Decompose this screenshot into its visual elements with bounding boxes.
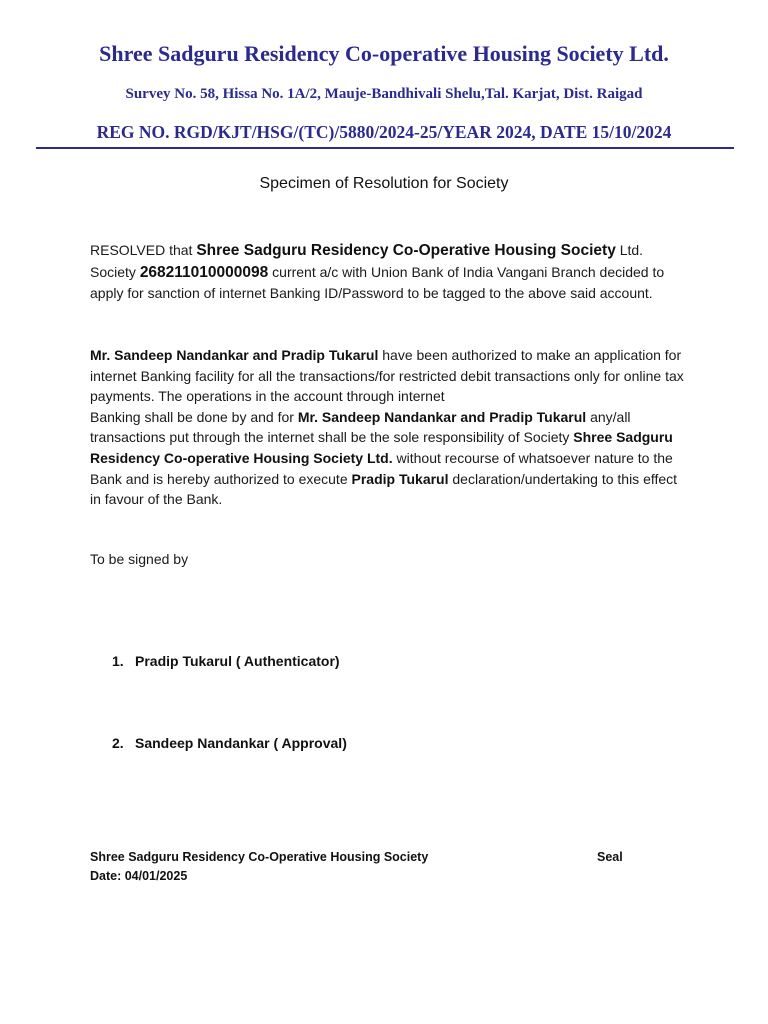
document-title: Specimen of Resolution for Society <box>259 175 509 192</box>
to-be-signed-by: To be signed by <box>90 551 189 567</box>
letterhead-divider <box>36 147 734 149</box>
resolution-p2-text-4: without recourse of whatsoever nature to the Bank and is hereby authorized to execute <box>90 449 673 487</box>
society-name-heading: Shree Sadguru Residency Co-operative Housing Society Ltd. <box>99 41 669 66</box>
signatory-2-name: Sandeep Nandankar ( Approval) <box>135 735 347 751</box>
signatory-2-number: 2. <box>112 735 124 751</box>
resolution-paragraph-1 <box>90 240 690 304</box>
seal-label: Seal <box>597 850 623 864</box>
signatory-1-name: Pradip Tukarul ( Authenticator) <box>135 653 340 669</box>
signatory-1 <box>112 653 340 669</box>
signatory-1-number: 1. <box>112 653 124 669</box>
resolution-p1-text-3: current a/c with Union Bank of India Vangani Branch decided to apply for sanction of internet Banking ID/Password to be tagged to the above said account. <box>90 263 665 302</box>
resolution-p1-text-2: Ltd. Society <box>90 242 644 280</box>
registration-number: REG NO. RGD/KJT/HSG/(TC)/5880/2024-25/YEAR 2024, DATE 15/10/2024 <box>96 122 672 142</box>
resolution-p2-society: Shree Sadguru Residency Co-operative Housing Society Ltd. <box>90 429 673 466</box>
footer-society-name: Shree Sadguru Residency Co-Operative Housing Society <box>90 850 429 864</box>
signatory-2 <box>112 735 347 751</box>
resolution-p2-text-1: have been authorized to make an application for internet Banking facility for all the transactions/for restricted debit transactions only for online tax payments. The operations in the account through internet <box>90 347 684 405</box>
society-address: Survey No. 58, Hissa No. 1A/2, Mauje-Bandhivali Shelu,Tal. Karjat, Dist. Raigad <box>125 86 643 102</box>
executor-name: Pradip Tukarul <box>351 470 449 487</box>
resolution-p1-text-1: RESOLVED that <box>90 242 197 258</box>
authorized-names: Mr. Sandeep Nandankar and Pradip Tukarul <box>90 347 379 363</box>
resolution-p2-text-2: Banking shall be done by and for <box>90 408 298 425</box>
resolution-p2-text-3: any/all transactions put through the internet shall be the sole responsibility of Society <box>90 408 631 446</box>
resolution-paragraph-2 <box>90 345 690 510</box>
resolution-p1-society: Shree Sadguru Residency Co-Operative Housing Society <box>196 242 616 259</box>
account-number: 268211010000098 <box>139 263 269 281</box>
footer-date: Date: 04/01/2025 <box>90 869 188 883</box>
resolution-p2-text-5: declaration/undertaking to this effect in favour of the Bank. <box>90 470 678 508</box>
authorized-names-2: Mr. Sandeep Nandankar and Pradip Tukarul <box>297 408 587 425</box>
